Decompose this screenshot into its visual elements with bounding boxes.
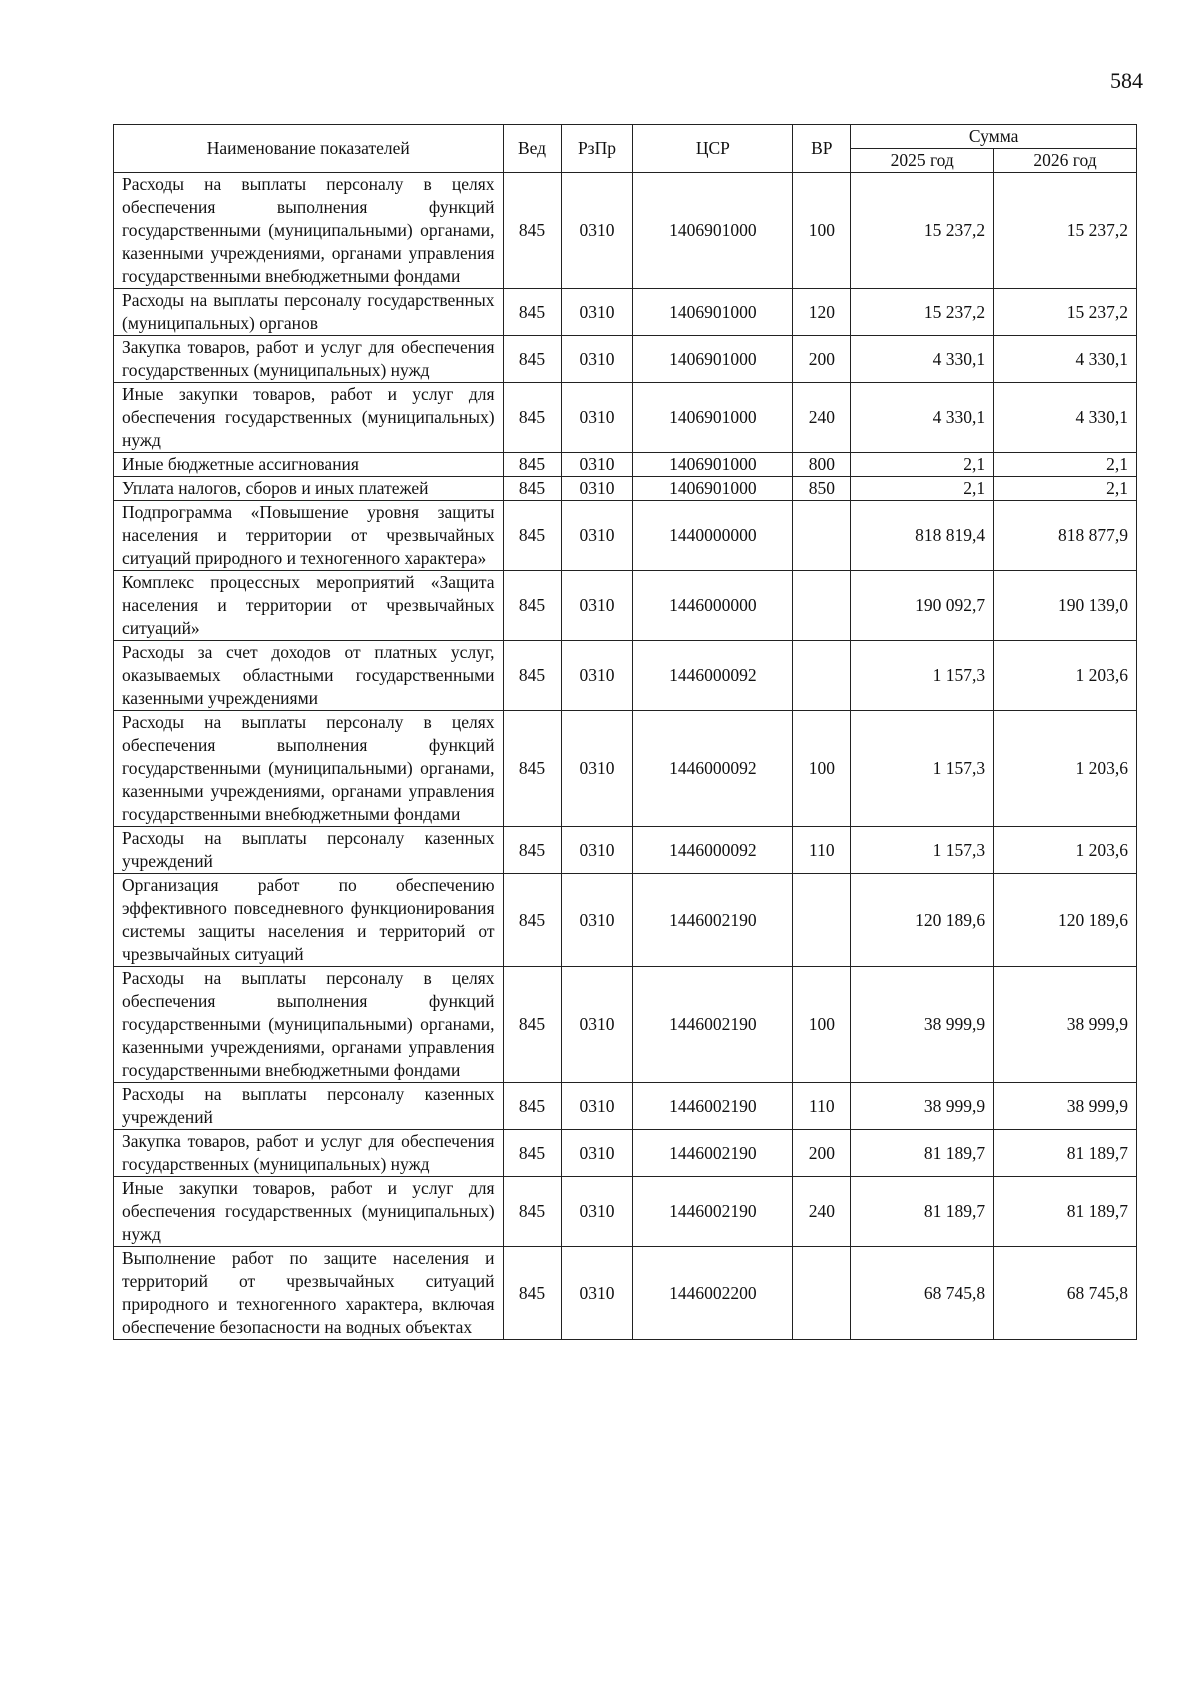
cell-rzpr: 0310	[561, 827, 633, 874]
cell-name: Расходы на выплаты персоналу казенных учреждений	[114, 827, 504, 874]
cell-sum-2025: 2,1	[851, 477, 994, 501]
budget-table	[113, 124, 1137, 1340]
cell-sum-2026: 15 237,2	[994, 289, 1137, 336]
cell-vr: 110	[793, 1083, 851, 1130]
cell-rzpr: 0310	[561, 477, 633, 501]
cell-name: Иные закупки товаров, работ и услуг для обеспечения государственных (муниципальных) нужд	[114, 1177, 504, 1247]
table-row	[114, 874, 1137, 967]
cell-sum-2025: 68 745,8	[851, 1247, 994, 1340]
cell-vr: 100	[793, 711, 851, 827]
cell-rzpr: 0310	[561, 1177, 633, 1247]
cell-sum-2026: 1 203,6	[994, 827, 1137, 874]
cell-ved: 845	[503, 967, 561, 1083]
cell-csr: 1406901000	[633, 336, 793, 383]
cell-csr: 1440000000	[633, 501, 793, 571]
cell-name: Расходы на выплаты персоналу государственных (муниципальных) органов	[114, 289, 504, 336]
cell-rzpr: 0310	[561, 383, 633, 453]
cell-vr: 200	[793, 1130, 851, 1177]
table-row	[114, 477, 1137, 501]
cell-vr	[793, 641, 851, 711]
table-body	[114, 173, 1137, 1340]
cell-sum-2025: 81 189,7	[851, 1177, 994, 1247]
cell-vr	[793, 571, 851, 641]
cell-name: Закупка товаров, работ и услуг для обеспечения государственных (муниципальных) нужд	[114, 336, 504, 383]
table-row	[114, 289, 1137, 336]
cell-name: Организация работ по обеспечению эффективного повседневного функционирования системы защиты населения и территорий от чрезвычайных ситуаций	[114, 874, 504, 967]
cell-csr: 1406901000	[633, 383, 793, 453]
cell-name: Расходы за счет доходов от платных услуг, оказываемых областными государственными казенными учреждениями	[114, 641, 504, 711]
cell-sum-2025: 2,1	[851, 453, 994, 477]
table-header	[114, 125, 1137, 173]
table-row	[114, 383, 1137, 453]
cell-sum-2026: 4 330,1	[994, 383, 1137, 453]
cell-name: Выполнение работ по защите населения и территорий от чрезвычайных ситуаций природного и техногенного характера, включая обеспечение безопасности на водных объектах	[114, 1247, 504, 1340]
cell-rzpr: 0310	[561, 336, 633, 383]
header-vr: ВР	[793, 125, 851, 173]
cell-csr: 1406901000	[633, 477, 793, 501]
table-row	[114, 1177, 1137, 1247]
cell-ved: 845	[503, 874, 561, 967]
cell-sum-2025: 38 999,9	[851, 1083, 994, 1130]
cell-name: Расходы на выплаты персоналу в целях обеспечения выполнения функций государственными (муниципальными) органами, казенными учреждениями, органами управления государственными внебюджетными фондами	[114, 173, 504, 289]
cell-sum-2025: 15 237,2	[851, 289, 994, 336]
cell-sum-2025: 81 189,7	[851, 1130, 994, 1177]
cell-sum-2026: 120 189,6	[994, 874, 1137, 967]
cell-csr: 1446000092	[633, 827, 793, 874]
cell-rzpr: 0310	[561, 289, 633, 336]
header-name: Наименование показателей	[114, 125, 504, 173]
table-row	[114, 1130, 1137, 1177]
table-row	[114, 967, 1137, 1083]
cell-csr: 1446000092	[633, 641, 793, 711]
table-row	[114, 641, 1137, 711]
cell-rzpr: 0310	[561, 967, 633, 1083]
cell-ved: 845	[503, 501, 561, 571]
cell-ved: 845	[503, 1083, 561, 1130]
cell-sum-2025: 4 330,1	[851, 383, 994, 453]
cell-rzpr: 0310	[561, 874, 633, 967]
cell-name: Уплата налогов, сборов и иных платежей	[114, 477, 504, 501]
cell-csr: 1446002190	[633, 1130, 793, 1177]
cell-rzpr: 0310	[561, 1130, 633, 1177]
cell-sum-2025: 1 157,3	[851, 827, 994, 874]
header-csr: ЦСР	[633, 125, 793, 173]
cell-name: Закупка товаров, работ и услуг для обеспечения государственных (муниципальных) нужд	[114, 1130, 504, 1177]
cell-ved: 845	[503, 1177, 561, 1247]
cell-sum-2025: 38 999,9	[851, 967, 994, 1083]
cell-ved: 845	[503, 711, 561, 827]
cell-sum-2025: 1 157,3	[851, 711, 994, 827]
cell-vr	[793, 1247, 851, 1340]
table-row	[114, 453, 1137, 477]
cell-csr: 1446002190	[633, 967, 793, 1083]
cell-sum-2025: 818 819,4	[851, 501, 994, 571]
table-row	[114, 173, 1137, 289]
cell-sum-2025: 15 237,2	[851, 173, 994, 289]
cell-rzpr: 0310	[561, 641, 633, 711]
cell-csr: 1446002190	[633, 1177, 793, 1247]
cell-csr: 1406901000	[633, 289, 793, 336]
table-row	[114, 1247, 1137, 1340]
cell-vr: 100	[793, 967, 851, 1083]
cell-vr	[793, 874, 851, 967]
table-row	[114, 711, 1137, 827]
cell-ved: 845	[503, 383, 561, 453]
cell-vr: 120	[793, 289, 851, 336]
cell-ved: 845	[503, 571, 561, 641]
cell-csr: 1446000000	[633, 571, 793, 641]
header-year-2025: 2025 год	[851, 149, 994, 173]
cell-rzpr: 0310	[561, 1083, 633, 1130]
cell-sum-2026: 2,1	[994, 477, 1137, 501]
table-row	[114, 571, 1137, 641]
cell-ved: 845	[503, 289, 561, 336]
cell-sum-2025: 4 330,1	[851, 336, 994, 383]
cell-sum-2026: 1 203,6	[994, 711, 1137, 827]
cell-vr: 800	[793, 453, 851, 477]
cell-sum-2026: 38 999,9	[994, 967, 1137, 1083]
table-row	[114, 336, 1137, 383]
cell-sum-2026: 190 139,0	[994, 571, 1137, 641]
header-sum: Сумма	[851, 125, 1137, 149]
cell-vr: 850	[793, 477, 851, 501]
cell-ved: 845	[503, 1130, 561, 1177]
cell-ved: 845	[503, 453, 561, 477]
cell-vr	[793, 501, 851, 571]
cell-ved: 845	[503, 641, 561, 711]
page-number: 584	[1110, 68, 1143, 93]
table-row	[114, 501, 1137, 571]
cell-sum-2026: 4 330,1	[994, 336, 1137, 383]
cell-vr: 240	[793, 383, 851, 453]
cell-name: Иные закупки товаров, работ и услуг для обеспечения государственных (муниципальных) нужд	[114, 383, 504, 453]
header-ved: Вед	[503, 125, 561, 173]
cell-vr: 110	[793, 827, 851, 874]
cell-csr: 1446002190	[633, 1083, 793, 1130]
cell-sum-2026: 38 999,9	[994, 1083, 1137, 1130]
cell-sum-2026: 68 745,8	[994, 1247, 1137, 1340]
cell-sum-2026: 15 237,2	[994, 173, 1137, 289]
cell-vr: 240	[793, 1177, 851, 1247]
cell-csr: 1406901000	[633, 453, 793, 477]
cell-rzpr: 0310	[561, 571, 633, 641]
cell-sum-2026: 818 877,9	[994, 501, 1137, 571]
cell-ved: 845	[503, 173, 561, 289]
cell-rzpr: 0310	[561, 1247, 633, 1340]
table-row	[114, 1083, 1137, 1130]
cell-rzpr: 0310	[561, 173, 633, 289]
cell-name: Подпрограмма «Повышение уровня защиты населения и территории от чрезвычайных ситуаций природного и техногенного характера»	[114, 501, 504, 571]
cell-name: Иные бюджетные ассигнования	[114, 453, 504, 477]
header-year-2026: 2026 год	[994, 149, 1137, 173]
cell-name: Расходы на выплаты персоналу в целях обеспечения выполнения функций государственными (муниципальными) органами, казенными учреждениями, органами управления государственными внебюджетными фондами	[114, 967, 504, 1083]
cell-csr: 1446000092	[633, 711, 793, 827]
cell-ved: 845	[503, 827, 561, 874]
cell-sum-2025: 190 092,7	[851, 571, 994, 641]
cell-csr: 1446002200	[633, 1247, 793, 1340]
cell-name: Комплекс процессных мероприятий «Защита населения и территории от чрезвычайных ситуаций»	[114, 571, 504, 641]
cell-sum-2026: 2,1	[994, 453, 1137, 477]
cell-vr: 100	[793, 173, 851, 289]
cell-rzpr: 0310	[561, 501, 633, 571]
cell-csr: 1406901000	[633, 173, 793, 289]
cell-ved: 845	[503, 336, 561, 383]
table-row	[114, 827, 1137, 874]
cell-csr: 1446002190	[633, 874, 793, 967]
cell-sum-2026: 81 189,7	[994, 1130, 1137, 1177]
cell-sum-2025: 120 189,6	[851, 874, 994, 967]
header-rzpr: РзПр	[561, 125, 633, 173]
cell-name: Расходы на выплаты персоналу в целях обеспечения выполнения функций государственными (муниципальными) органами, казенными учреждениями, органами управления государственными внебюджетными фондами	[114, 711, 504, 827]
cell-sum-2025: 1 157,3	[851, 641, 994, 711]
cell-rzpr: 0310	[561, 711, 633, 827]
cell-ved: 845	[503, 1247, 561, 1340]
cell-vr: 200	[793, 336, 851, 383]
cell-sum-2026: 81 189,7	[994, 1177, 1137, 1247]
cell-rzpr: 0310	[561, 453, 633, 477]
cell-name: Расходы на выплаты персоналу казенных учреждений	[114, 1083, 504, 1130]
cell-ved: 845	[503, 477, 561, 501]
cell-sum-2026: 1 203,6	[994, 641, 1137, 711]
